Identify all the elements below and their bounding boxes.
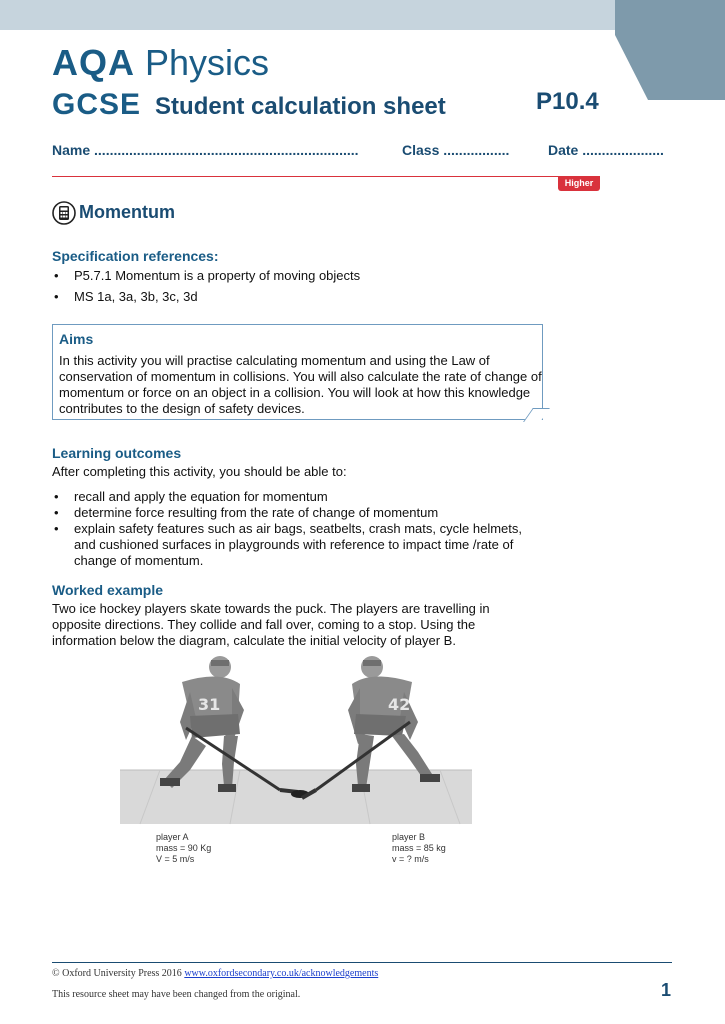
section-title: Momentum — [79, 202, 175, 222]
player-a-name: player A — [156, 832, 189, 842]
svg-text:31: 31 — [198, 695, 221, 714]
acknowledgements-link[interactable]: www.oxfordsecondary.co.uk/acknowledgements — [184, 968, 379, 979]
hockey-figure — [120, 652, 472, 892]
spec-list — [52, 268, 532, 305]
spec-heading: Specification references: — [52, 248, 219, 264]
class-field[interactable]: Class ................. — [402, 142, 510, 158]
header-corner-shape — [615, 0, 725, 100]
spec-item: • P5.7.1 Momentum is a property of moving objects — [52, 268, 532, 284]
divider-line — [52, 176, 600, 177]
page-number: 1 — [661, 980, 672, 1000]
date-field[interactable]: Date ..................... — [548, 142, 664, 158]
footer-note: This resource sheet may have been changed from the original. — [52, 989, 301, 1000]
worked-example-heading: Worked example — [52, 582, 164, 598]
tier-badge: Higher — [558, 176, 600, 191]
spec-item: • MS 1a, 3a, 3b, 3c, 3d — [52, 289, 532, 305]
aims-box — [52, 324, 543, 420]
outcome-item: • explain safety features such as air bags, seatbelts, crash mats, cycle helmets, and cushioned surfaces in playgrounds with reference to impact time /rate of change of momentum. — [52, 521, 542, 569]
outcomes-intro: After completing this activity, you should be able to: — [52, 464, 347, 479]
worked-example-text: Two ice hockey players skate towards the puck. The players are travelling in opposite directions. They collide and fall over, coming to a stop. Using the information below the diagram, calculate the initial velocity of player B. — [52, 601, 490, 648]
sheet-code: P10.4 — [536, 88, 599, 115]
player-b-label — [392, 832, 446, 865]
footer-divider — [52, 962, 672, 963]
player-a-label — [156, 832, 211, 865]
player-b-mass: mass = 85 kg — [392, 843, 446, 853]
name-field[interactable]: Name .................................................................... — [52, 142, 359, 158]
calculator-icon — [52, 201, 76, 225]
subject-title: Physics — [145, 42, 270, 83]
outcomes-heading: Learning outcomes — [52, 445, 182, 461]
player-a-mass: mass = 90 Kg — [156, 843, 212, 853]
player-b-velocity: v = ? m/s — [392, 854, 429, 864]
sheet-title: Student calculation sheet — [155, 93, 446, 120]
aims-heading: Aims — [59, 331, 94, 347]
player-a-velocity: V = 5 m/s — [156, 854, 195, 864]
brand-line-1 — [52, 42, 269, 84]
brand-line-2 — [52, 88, 446, 122]
player-b-name: player B — [392, 832, 426, 842]
copyright-text: © Oxford University Press 2016 — [52, 968, 182, 979]
footer-copyright-line — [52, 968, 378, 979]
aqa-logo-text: AQA — [52, 42, 135, 83]
svg-text:42: 42 — [388, 695, 411, 714]
gcse-label: GCSE — [52, 88, 142, 121]
outcome-item: • determine force resulting from the rate of change of momentum — [52, 505, 542, 521]
outcome-item: • recall and apply the equation for momentum — [52, 489, 542, 505]
hockey-players-illustration — [120, 652, 472, 827]
aims-text: In this activity you will practise calculating momentum and using the Law of conservation of momentum in collisions. You will also calculate the rate of change of momentum or force on an object in a collision. You will look at how this knowledge contributes to the design of safety devices. — [59, 353, 542, 416]
outcomes-list — [52, 489, 542, 569]
